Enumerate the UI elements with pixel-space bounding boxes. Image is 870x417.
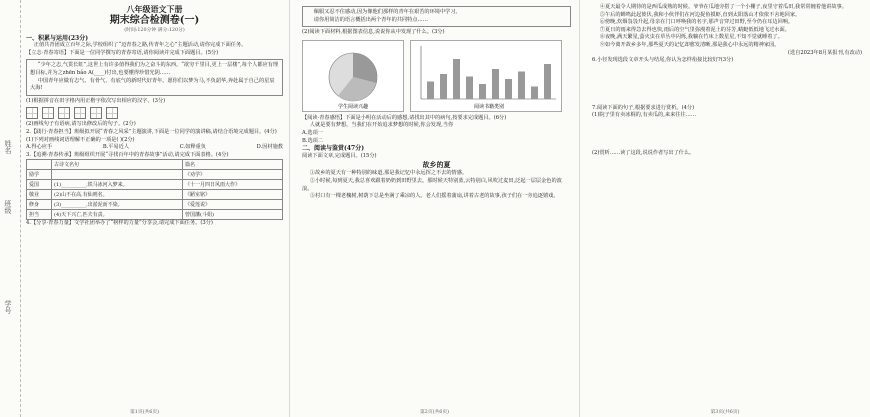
material-box xyxy=(302,6,571,27)
task-2-heading: 2.【践行·青春担当】班级拟开展“青春之风采”主题演讲,下面是一位同学的演讲稿,请结合语境完成题目。(4分) xyxy=(26,128,277,135)
material-line: 请你用简洁的语言概括出两个青年的共同特点…… xyxy=(313,16,428,23)
table-cell: 曾国藩(斗姐) xyxy=(183,210,283,220)
table-row xyxy=(27,190,283,200)
option-c[interactable]: C.如释重负 xyxy=(179,144,206,151)
table-cell: 爱国 xyxy=(27,180,52,190)
exam-page-2 xyxy=(290,0,580,417)
bar xyxy=(466,76,473,99)
grid-cell[interactable] xyxy=(106,107,118,119)
article-para: ⑧夜晚,满天繁星,萤火虫在草丛中闪烁,我躺在竹床上数星星,不知不觉就睡着了。 xyxy=(599,34,783,41)
table-row xyxy=(27,170,283,180)
article-para: ⑥傍晚,炊烟袅袅升起,母亲在门口呼唤我的名字,那声音穿过田野,至今仍在耳边回响。 xyxy=(599,19,794,26)
table-cell[interactable]: (4)天下兴亡,匹夫有责。 xyxy=(52,210,183,220)
exam-meta: (时间:120分钟 满分:120分) xyxy=(124,28,185,33)
gutter-name-label: 姓名 xyxy=(4,140,12,154)
question-1: (1)根据拼音在田字格内用正楷字依次写出相应的汉字。(3分) xyxy=(26,97,166,104)
section-1-heading: 一、积累与运用(23分) xyxy=(26,34,89,42)
pie-chart xyxy=(302,40,404,112)
table-row xyxy=(27,180,283,190)
question-7b: (2)赏析……读了这段,说说作者写出了什么。 xyxy=(592,149,695,156)
page-footer: 第2页(共6页) xyxy=(419,410,450,415)
table-cell: 修身 xyxy=(27,200,52,210)
table-cell: 敬业 xyxy=(27,190,52,200)
reading-question: (2)阅读下面材料,根据图表信息,说说你从中发现了什么。(3分) xyxy=(302,29,445,36)
q2-options xyxy=(26,144,283,152)
section-2-heading: 二、阅读与鉴赏(47分) xyxy=(302,145,365,153)
task-5-heading: 【阅读·青春感悟】下面是小明在活动后的感想,请找出其中的病句,按要求完成题目。(6分) xyxy=(302,114,507,121)
table-cell: 《劝学》 xyxy=(183,170,283,180)
task-4-heading: 4.【分享·青春力量】文学社团举办了“榜样的力量”分享会,请完成下面任务。(3分) xyxy=(26,220,213,227)
bar xyxy=(544,64,551,99)
grade-title: 八年级语文下册 xyxy=(126,4,183,14)
charts-row xyxy=(302,40,571,112)
gutter-id-label: 学号 xyxy=(4,300,12,314)
article-para: ⑤午后的蝉鸣此起彼伏,我和小伙伴们在河边捉鱼摸虾,直到太阳落山才依依不舍地回家。 xyxy=(599,11,801,18)
article-para: ⑨如今离开故乡多年,那些夏天的记忆却愈发清晰,那是我心中永远的精神家园。 xyxy=(599,41,780,48)
table-cell: 担当 xyxy=(27,210,52,220)
exam-page-3 xyxy=(580,0,870,417)
bar-group xyxy=(427,59,551,99)
question-7: 7.阅读下面的句子,根据要求进行赏析。(4分) xyxy=(592,104,695,111)
grid-cell[interactable] xyxy=(42,107,54,119)
table-header-cell: 古诗文名句 xyxy=(52,160,183,170)
binding-gutter xyxy=(0,0,21,417)
article-para: ②小时候,每到夏天,我总喜欢跟着奶奶到田野里去。那时候天特别蓝,云特别白,风吹过麦田,泛起一层层金色的波浪。 xyxy=(302,177,562,192)
article-title: 故乡的夏 xyxy=(422,160,451,170)
answer-space[interactable] xyxy=(592,120,862,150)
bar-chart xyxy=(410,40,562,112)
article-para: ⑦夏日的雨来得急去得也快,雨后的空气里弥漫着泥土的芬芳,蜻蜓低低地飞过水面。 xyxy=(599,26,790,33)
section-2-sub: 阅读下面文章,完成题目。(15分) xyxy=(302,152,377,159)
table-cell[interactable]: (1)__________,铁马冰河入梦来。 xyxy=(52,180,183,190)
table-header-cell xyxy=(27,160,52,170)
table-cell[interactable] xyxy=(52,170,183,180)
question-6: 6.小径发现选段文章开头与结尾,你认为怎样衔接比较好?(3分) xyxy=(592,57,734,64)
bar xyxy=(492,69,499,99)
option-d[interactable]: D.因材施教 xyxy=(256,144,283,151)
grid-cell[interactable] xyxy=(74,107,86,119)
table-cell[interactable]: (2)山不在高,有仙则名。 xyxy=(52,190,183,200)
exam-page-1 xyxy=(0,0,290,417)
bar xyxy=(531,86,538,99)
material-line: 佩服又忍不住感动,因为像他们那样的青年在艰苦的环境中学习, xyxy=(313,9,458,15)
letter-box xyxy=(26,59,283,95)
letter-line: “少年之志,气贯长虹”,这世上有许多值得我们为之奋斗的东西。“欲穷千里目,更上一层楼”,每个人都应有理想目标,并为之zhēn bǎo A(____)付出,也要懂得珍惜光阴…… xyxy=(30,62,279,76)
grid-cell[interactable] xyxy=(90,107,102,119)
table-cell: 励学 xyxy=(27,170,52,180)
question-7a: (1)院子里有卖冰棍的,有卖瓜的,来来往往…… xyxy=(592,112,697,119)
gutter-class-label: 班级 xyxy=(4,200,12,214)
table-header-row xyxy=(27,160,283,170)
option-a-text[interactable]: A.选项一 xyxy=(302,129,323,136)
bar xyxy=(479,84,486,99)
question-2: (1)下列对画线词语理解不正确的一项是( )(2分) xyxy=(26,136,135,143)
question-1b: (2)画线句子有语病,请写出修改后的句子。(2分) xyxy=(26,121,136,128)
article-para: ③村口有一棵老槐树,树荫下总是坐满了乘凉的人。老人们摇着蒲扇,讲着古老的故事,孩子们在一旁追逐嬉戏。 xyxy=(309,193,559,200)
table-cell: 《爱莲说》 xyxy=(183,200,283,210)
article-para: ①故乡的夏天有一种特别的味道,那是我记忆中永远挥之不去的情感。 xyxy=(309,170,468,177)
grid-cell[interactable] xyxy=(58,107,70,119)
bar xyxy=(505,79,512,99)
x-axis-title: 阅读书籍类别 xyxy=(473,103,505,110)
pie-label: 学生阅读兴趣 xyxy=(337,103,369,110)
page-footer: 第3页(共6页) xyxy=(710,410,740,415)
task-1-heading: 【立志·青春寄语】下面是一位同学撰写的青春寄语,请你阅读并完成下面题目。(5分) xyxy=(26,49,219,56)
table-header-cell: 篇名 xyxy=(183,160,283,170)
intro-text: 正值共青团成立百年之际,学校组织了“迈青春之路,传青年之心”主题活动,请你完成下面任务。 xyxy=(33,42,247,49)
bar xyxy=(440,74,447,99)
tianzige-grid[interactable] xyxy=(26,107,283,119)
table-row xyxy=(27,200,283,210)
bar xyxy=(453,59,460,99)
article-para: ④夏天最令人期待的是西瓜成熟的时候。爷爷在瓜地旁搭了一个小棚子,夜里守着瓜田,我常常缠着他讲故事。 xyxy=(599,4,847,10)
table-row xyxy=(27,210,283,220)
table-cell: 《陋室铭》 xyxy=(183,190,283,200)
exam-title: 期末综合检测卷(一) xyxy=(109,15,200,26)
option-a[interactable]: A.得心应手 xyxy=(26,144,53,151)
essay-intro: 人就是要有梦想。当我们在开始追求梦想的时候,你会发现,当你 xyxy=(309,122,454,129)
article-source: (选自2023年8月某报刊,有改动) xyxy=(787,49,862,56)
option-b-text[interactable]: B.选项二 xyxy=(302,137,324,144)
answer-space[interactable] xyxy=(592,65,862,105)
letter-line: 中国青年应做有志气、有骨气、有底气的新时代好青年。愿你们以梦为马,不负韶华,奔赴属于自己的星辰大海! xyxy=(30,77,275,92)
grid-cell[interactable] xyxy=(26,107,38,119)
table-cell[interactable]: (3)__________,出淤泥而不染。 xyxy=(52,200,183,210)
poem-table xyxy=(26,159,283,220)
bar xyxy=(427,81,434,99)
task-3-heading: 3.【追溯·青春传承】班级组织开展“寻找百年中的青春故事”活动,请完成下面表格。(4分) xyxy=(26,151,229,158)
bar xyxy=(518,71,525,99)
option-b[interactable]: B.平易近人 xyxy=(102,144,130,151)
table-cell: 《十一月四日风雨大作》 xyxy=(183,180,283,190)
page-footer: 第1页(共6页) xyxy=(129,410,160,415)
